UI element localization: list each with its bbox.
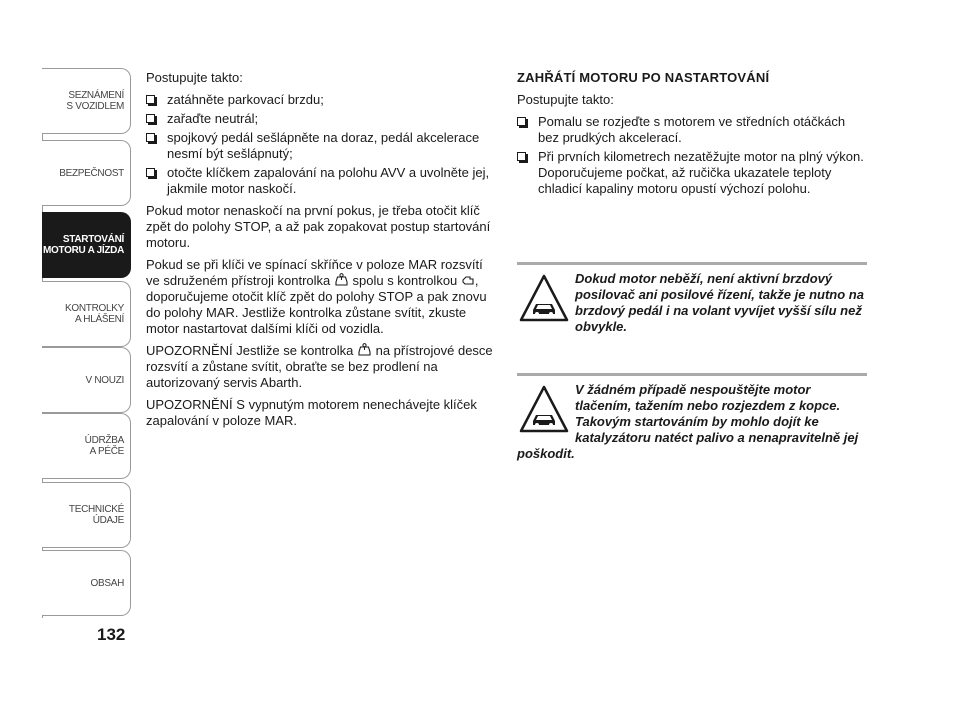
tab-label: KONTROLKY [65, 303, 124, 314]
engine-check-icon [461, 275, 475, 287]
list-item [517, 149, 867, 197]
tab-label: ÚDAJE [92, 515, 124, 526]
list-item-text: zařaďte neutrál; [167, 111, 259, 126]
tab-technicke[interactable] [42, 482, 131, 548]
tab-label: ÚDRŽBA [84, 435, 124, 446]
paragraph [146, 343, 496, 391]
paragraph-text: spolu s kontrolkou [352, 273, 458, 288]
list-item-text: spojkový pedál sešlápněte na doraz, pedál akcelerace nesmí být sešlápnutý; [167, 130, 480, 161]
checkbox-bullet-icon [146, 133, 155, 142]
left-column [146, 70, 496, 435]
list-item-text: zatáhněte parkovací brzdu; [167, 92, 324, 107]
list-item [146, 130, 496, 162]
tab-label: MOTORU A JÍZDA [43, 245, 124, 256]
paragraph-text: UPOZORNĚNÍ Jestliže se kontrolka [146, 343, 354, 358]
paragraph-text: na přístrojové desce rozsvítí a zůstane svítit, obraťte se bez prodlení na autorizovaný servis Abarth. [146, 343, 493, 390]
tab-bezpecnost[interactable] [42, 140, 131, 206]
list-item [146, 92, 496, 108]
paragraph-text: , doporučujeme otočit klíč zpět do polohy STOP a pak znovu do polohy MAR. Jestliže kontrolka zůstane svítit, zkuste motor nastartovat dalšími klíči od vozidla. [146, 273, 487, 336]
section-heading: ZAHŘÁTÍ MOTORU PO NASTARTOVÁNÍ [517, 70, 770, 85]
list-item [146, 165, 496, 197]
warning-text: V žádném případě nespouštějte motor tlačením, tažením nebo rozjezdem z kopce. Takovým startováním by mohlo dojít ke katalyzátoru natéct palivo a nenapravitelně jej poškodit. [517, 382, 859, 461]
tab-label: OBSAH [90, 577, 124, 589]
tab-seznameni[interactable] [42, 68, 131, 134]
tab-label: V NOUZI [85, 374, 124, 386]
page-number: 132 [97, 625, 126, 644]
warning-text: Dokud motor neběží, není aktivní brzdový posilovač ani posilové řízení, takže je nutno na brzdový pedál i na volant vyvíjet vyšší sílu než obvykle. [575, 271, 864, 334]
paragraph-text: Pokud se při klíči ve spínací skříňce v poloze MAR rozsvítí ve sdruženém přístroji kontrolka [146, 257, 483, 288]
tab-label: A HLÁŠENÍ [75, 314, 124, 325]
paragraph: UPOZORNĚNÍ S vypnutým motorem nenechávejte klíček zapalování v poloze MAR. [146, 397, 477, 428]
list-item-text: Pomalu se rozjeďte s motorem ve středních otáčkách bez prudkých akcelerací. [538, 114, 846, 145]
list-item-text: Při prvních kilometrech nezatěžujte motor na plný výkon. Doporučujeme počkat, až ručička ukazatele teploty chladicí kapaliny motoru opustí výchozí polohu. [538, 149, 864, 196]
right-column [517, 70, 867, 200]
tab-label: SEZNÁMENÍ [68, 90, 124, 101]
intro-text: Postupujte takto: [517, 92, 614, 107]
intro-text: Postupujte takto: [146, 70, 243, 85]
tab-obsah[interactable] [42, 550, 131, 616]
tab-label: S VOZIDLEM [66, 101, 124, 112]
car-key-warning-icon [357, 343, 372, 357]
warning-triangle-car-icon [519, 385, 569, 433]
warning-box [517, 373, 867, 462]
list-item-text: otočte klíčkem zapalování na polohu AVV a uvolněte jej, jakmile motor naskočí. [167, 165, 490, 196]
tab-label: STARTOVÁNÍ [62, 234, 124, 245]
tab-kontrolky[interactable] [42, 281, 131, 347]
paragraph [146, 257, 496, 337]
tab-udrzba[interactable] [42, 413, 131, 479]
paragraph: Pokud motor nenaskočí na první pokus, je třeba otočit klíč zpět do polohy STOP, a až pak zopakovat postup startování motoru. [146, 203, 491, 250]
tab-v-nouzi[interactable] [42, 347, 131, 413]
tab-label: BEZPEČNOST [59, 167, 124, 179]
car-key-warning-icon [334, 273, 349, 287]
checkbox-bullet-icon [146, 114, 155, 123]
tab-label: TECHNICKÉ [68, 504, 124, 515]
checkbox-bullet-icon [146, 95, 155, 104]
tab-label: A PÉČE [89, 446, 124, 457]
checkbox-bullet-icon [146, 168, 155, 177]
checkbox-bullet-icon [517, 117, 526, 126]
list-item [517, 114, 867, 146]
warning-box [517, 262, 867, 335]
tab-startovani[interactable] [42, 212, 131, 278]
warning-triangle-car-icon [519, 274, 569, 322]
list-item [146, 111, 496, 127]
checkbox-bullet-icon [517, 152, 526, 161]
